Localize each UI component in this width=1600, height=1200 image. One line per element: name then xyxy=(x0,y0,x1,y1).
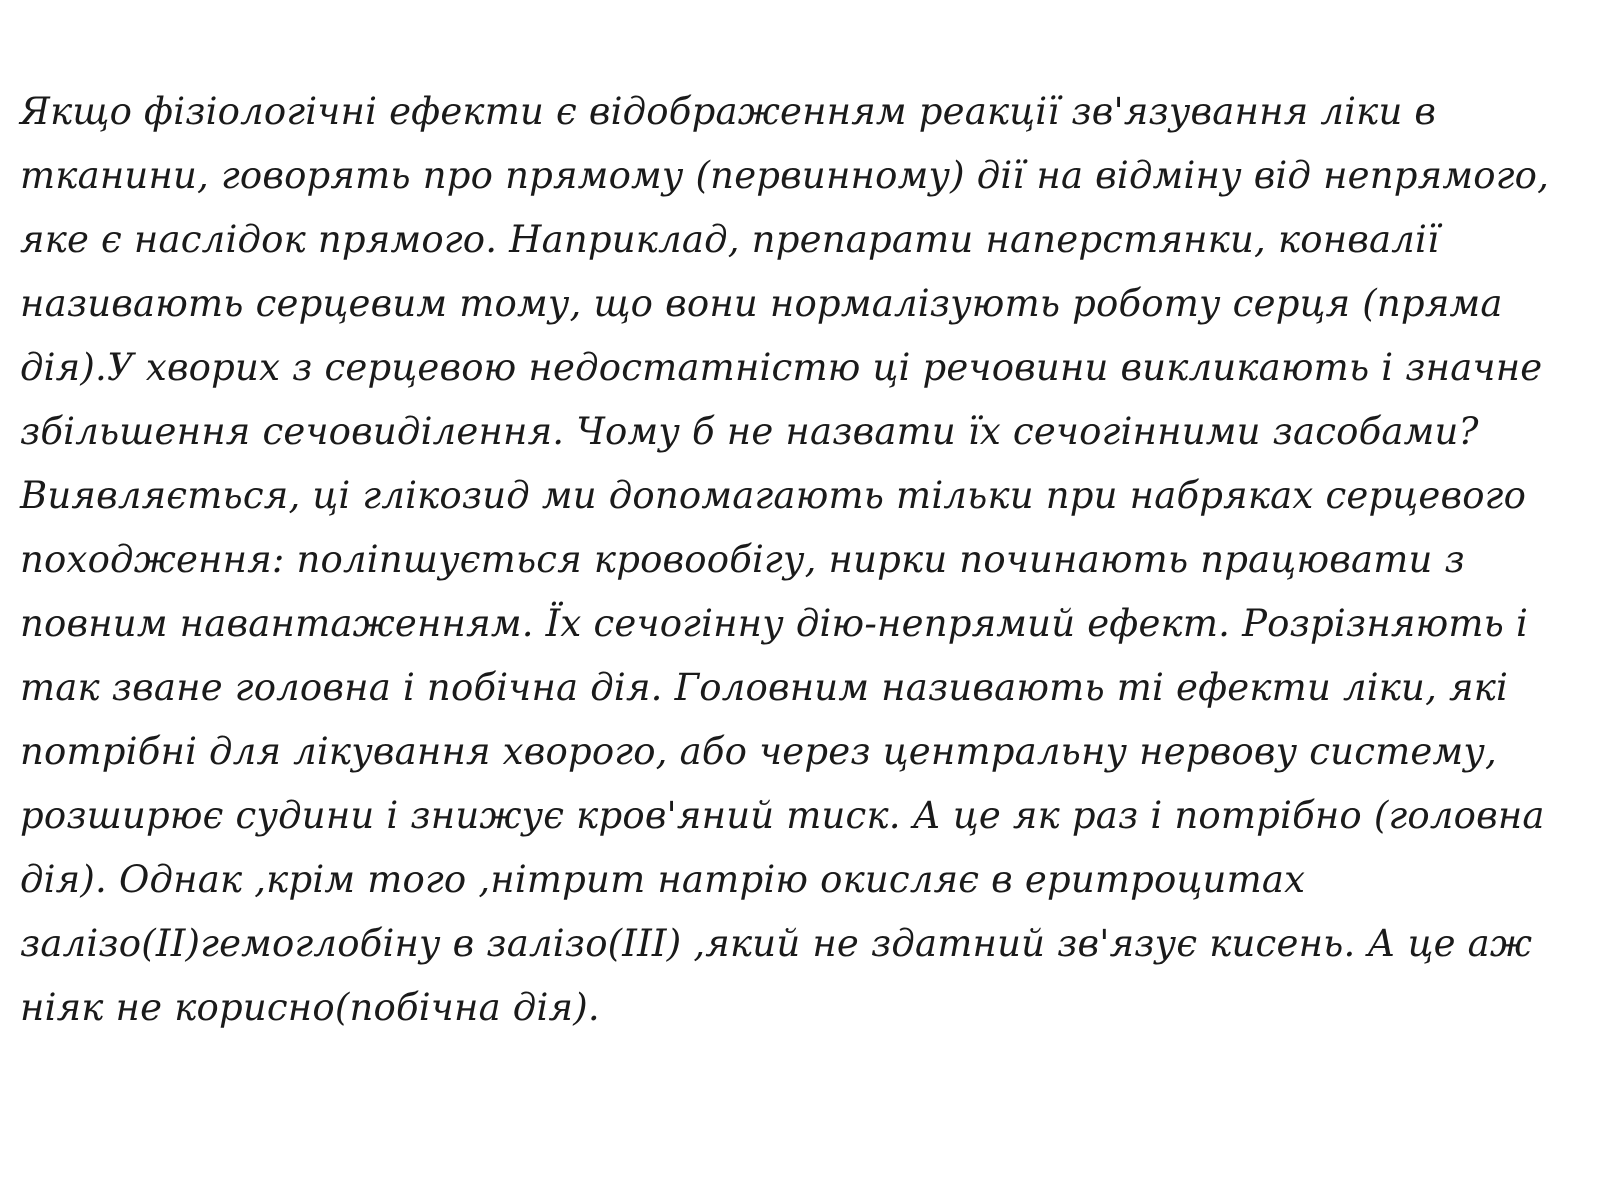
text-line: тканини, говорять про прямому (первинному) дії на відміну від непрямого, xyxy=(20,154,1550,197)
text-line: розширює судини і знижує кров'яний тиск. А це як раз і потрібно (головна xyxy=(20,794,1545,837)
text-line: ніяк не корисно(побічна дія). xyxy=(20,986,600,1029)
text-line: потрібні для лікування хворого, або через центральну нервову систему, xyxy=(20,730,1498,773)
text-line: повним навантаженням. Їх сечогінну дію-непрямий ефект. Розрізняють і xyxy=(20,602,1528,645)
text-line: збільшення сечовиділення. Чому б не назвати їх сечогінними засобами? xyxy=(20,410,1479,453)
text-line: яке є наслідок прямого. Наприклад, препарати наперстянки, конвалії xyxy=(20,218,1440,261)
text-line: походження: поліпшується кровообігу, нирки починають працювати з xyxy=(20,538,1465,581)
text-line: Якщо фізіологічні ефекти є відображенням реакції зв'язування ліки в xyxy=(20,90,1437,133)
text-line: залізо(II)гемоглобіну в залізо(III) ,який не здатний зв'язує кисень. А це аж xyxy=(20,922,1533,965)
text-line: Виявляється, ці глікозид ми допомагають тільки при набряках серцевого xyxy=(20,474,1527,517)
text-line: називають серцевим тому, що вони нормалізують роботу серця (пряма xyxy=(20,282,1503,325)
text-line: дія). Однак ,крім того ,нітрит натрію окисляє в еритроцитах xyxy=(20,858,1306,901)
body-text xyxy=(20,80,1580,1040)
text-line: дія).У хворих з серцевою недостатністю ці речовини викликають і значне xyxy=(20,346,1543,389)
text-line: так зване головна і побічна дія. Головним називають ті ефекти ліки, які xyxy=(20,666,1509,709)
